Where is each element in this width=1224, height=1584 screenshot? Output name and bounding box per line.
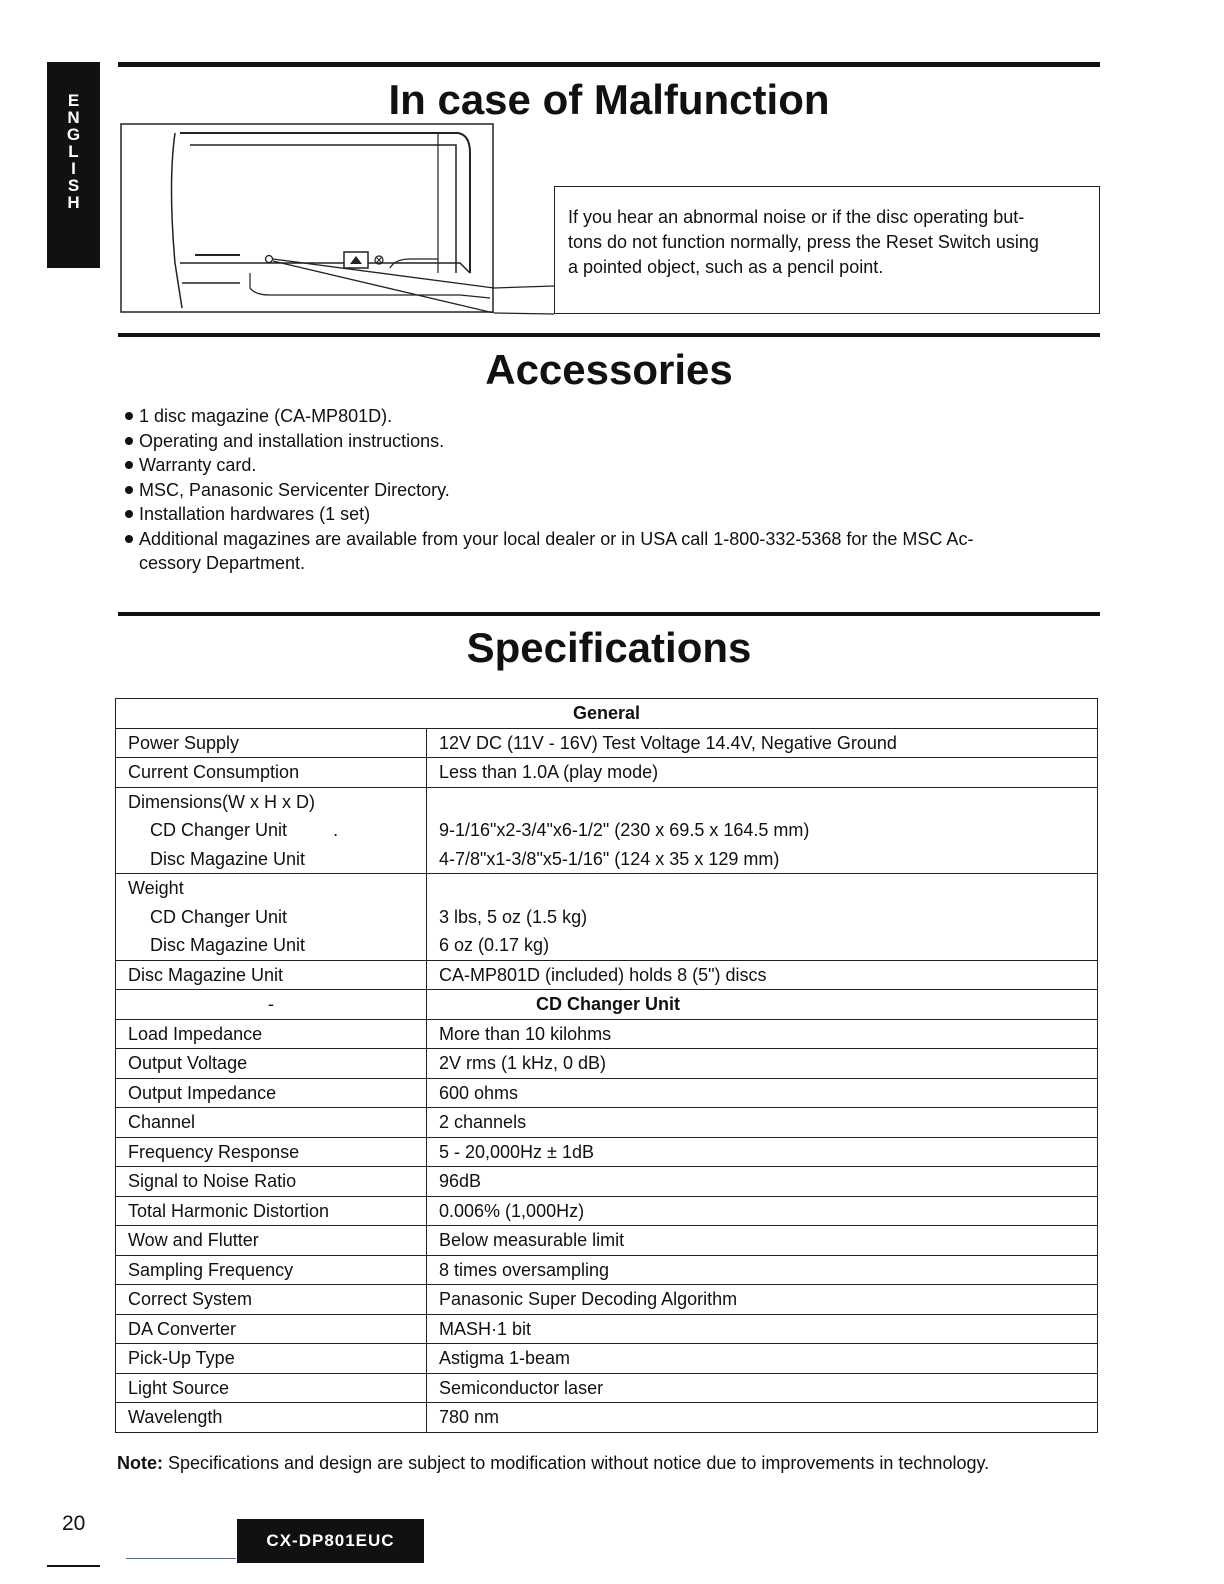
reset-text-line: tons do not function normally, press the Reset Switch using xyxy=(568,232,1039,252)
device-reset-illustration xyxy=(120,123,494,313)
accessory-item: Warranty card. xyxy=(122,453,1102,478)
accessory-line: Additional magazines are available from your local dealer or in USA call 1-800-332-5368 for the MSC Ac- xyxy=(139,528,974,549)
table-row xyxy=(116,1108,1098,1138)
table-row xyxy=(116,1344,1098,1374)
accessory-line: cessory Department. xyxy=(139,553,306,573)
spec-label: Wavelength xyxy=(116,1403,427,1433)
table-row xyxy=(116,787,1098,874)
table-row xyxy=(116,1373,1098,1403)
spec-value: 96dB xyxy=(427,1167,1098,1197)
spec-value: 780 nm xyxy=(427,1403,1098,1433)
spec-value: MASH·1 bit xyxy=(427,1314,1098,1344)
spec-label: Wow and Flutter xyxy=(116,1226,427,1256)
spec-value: 2 channels xyxy=(427,1108,1098,1138)
spec-label-group xyxy=(116,787,427,874)
model-badge: CX-DP801EUC xyxy=(237,1519,424,1563)
note-text: Specifications and design are subject to modification without notice due to improvements in technology. xyxy=(163,1453,990,1473)
spec-value: Astigma 1-beam xyxy=(427,1344,1098,1374)
spec-label: Sampling Frequency xyxy=(116,1255,427,1285)
spec-label: Current Consumption xyxy=(116,758,427,788)
cd-changer-header: CD Changer Unit xyxy=(427,990,1098,1020)
accessories-title: Accessories xyxy=(485,346,733,393)
spec-sublabel: Disc Magazine Unit xyxy=(150,848,306,869)
accessory-item: 1 disc magazine (CA-MP801D). xyxy=(122,404,1102,429)
section-header-row xyxy=(116,699,1098,729)
spec-value: CA-MP801D (included) holds 8 (5") discs xyxy=(427,960,1098,990)
spec-value: 8 times oversampling xyxy=(427,1255,1098,1285)
note xyxy=(117,1453,989,1474)
lang-letter: E xyxy=(67,91,80,110)
spec-value: More than 10 kilohms xyxy=(427,1019,1098,1049)
lang-letter: H xyxy=(67,193,80,212)
table-row xyxy=(116,1137,1098,1167)
accessories-rule xyxy=(118,333,1100,337)
spec-value-group xyxy=(427,787,1098,874)
accessories-list xyxy=(122,404,1102,576)
spec-value: 5 - 20,000Hz ± 1dB xyxy=(427,1137,1098,1167)
table-row xyxy=(116,1196,1098,1226)
spec-value: 6 oz (0.17 kg) xyxy=(439,935,550,955)
specifications-table xyxy=(115,698,1098,1433)
table-row xyxy=(116,1314,1098,1344)
specifications-title: Specifications xyxy=(466,624,752,671)
stray-dot: . xyxy=(333,820,339,840)
spec-label: DA Converter xyxy=(116,1314,427,1344)
spec-label: Total Harmonic Distortion xyxy=(116,1196,427,1226)
table-row xyxy=(116,1255,1098,1285)
page-number: 20 xyxy=(62,1512,86,1535)
malfunction-title: In case of Malfunction xyxy=(388,76,830,123)
top-rule xyxy=(118,62,1100,67)
spec-label: Signal to Noise Ratio xyxy=(116,1167,427,1197)
spec-label: Channel xyxy=(116,1108,427,1138)
reset-text-line: a pointed object, such as a pencil point. xyxy=(568,257,884,277)
callout-pointer xyxy=(494,280,556,316)
specifications-rule xyxy=(118,612,1100,616)
spec-sublabel xyxy=(128,816,414,845)
spec-label-group xyxy=(116,874,427,961)
spec-value: 4-7/8"x1-3/8"x5-1/16" (124 x 35 x 129 mm) xyxy=(439,848,780,869)
table-row xyxy=(116,1285,1098,1315)
table-row xyxy=(116,1226,1098,1256)
lang-letter: S xyxy=(67,176,80,195)
note-prefix: Note: xyxy=(117,1453,163,1473)
table-row xyxy=(116,1167,1098,1197)
spec-label: Output Voltage xyxy=(116,1049,427,1079)
spec-value: Less than 1.0A (play mode) xyxy=(427,758,1098,788)
spec-sublabel-text: CD Changer Unit xyxy=(150,820,288,840)
accessory-item: Installation hardwares (1 set) xyxy=(122,502,1102,527)
lang-letter: G xyxy=(66,125,81,144)
spec-label: Frequency Response xyxy=(116,1137,427,1167)
lang-letter: N xyxy=(67,108,80,127)
accessory-item: MSC, Panasonic Servicenter Directory. xyxy=(122,478,1102,503)
spec-sublabel: Disc Magazine Unit xyxy=(150,935,306,955)
spec-label: Disc Magazine Unit xyxy=(116,960,427,990)
corner-line xyxy=(47,1565,100,1567)
spec-label: Pick-Up Type xyxy=(116,1344,427,1374)
reset-text-line: If you hear an abnormal noise or if the disc operating but- xyxy=(568,207,1025,227)
reset-instructions xyxy=(554,186,1100,314)
spec-value: Below measurable limit xyxy=(427,1226,1098,1256)
table-row xyxy=(116,728,1098,758)
lang-letter: I xyxy=(71,159,76,178)
spec-value: 0.006% (1,000Hz) xyxy=(427,1196,1098,1226)
spec-label: Dimensions(W x H x D) xyxy=(128,791,316,812)
table-row xyxy=(116,758,1098,788)
table-row xyxy=(116,960,1098,990)
spec-value: 600 ohms xyxy=(427,1078,1098,1108)
spec-value: Semiconductor laser xyxy=(427,1373,1098,1403)
table-row xyxy=(116,1019,1098,1049)
table-row xyxy=(116,1078,1098,1108)
table-row xyxy=(116,1049,1098,1079)
spec-value: 2V rms (1 kHz, 0 dB) xyxy=(427,1049,1098,1079)
spec-sublabel: CD Changer Unit xyxy=(150,906,288,927)
lang-letter: L xyxy=(68,142,79,161)
spec-label: Light Source xyxy=(116,1373,427,1403)
header-dash: - xyxy=(116,990,427,1020)
spec-value-group xyxy=(427,874,1098,961)
spec-value: Panasonic Super Decoding Algorithm xyxy=(427,1285,1098,1315)
language-tab xyxy=(47,62,100,268)
table-row xyxy=(116,874,1098,961)
spec-value: 12V DC (11V - 16V) Test Voltage 14.4V, Negative Ground xyxy=(427,728,1098,758)
spec-label: Correct System xyxy=(116,1285,427,1315)
spec-label: Power Supply xyxy=(116,728,427,758)
footer-line xyxy=(126,1558,236,1559)
spec-label: Load Impedance xyxy=(116,1019,427,1049)
accessory-item xyxy=(122,527,1102,576)
section-header-row xyxy=(116,990,1098,1020)
spec-value: 3 lbs, 5 oz (1.5 kg) xyxy=(439,906,588,927)
accessory-item: Operating and installation instructions. xyxy=(122,429,1102,454)
spec-label: Weight xyxy=(128,878,184,898)
general-header: General xyxy=(116,699,1098,729)
table-row xyxy=(116,1403,1098,1433)
spec-value: 9-1/16"x2-3/4"x6-1/2" (230 x 69.5 x 164.5 mm) xyxy=(439,820,810,840)
spec-label: Output Impedance xyxy=(116,1078,427,1108)
